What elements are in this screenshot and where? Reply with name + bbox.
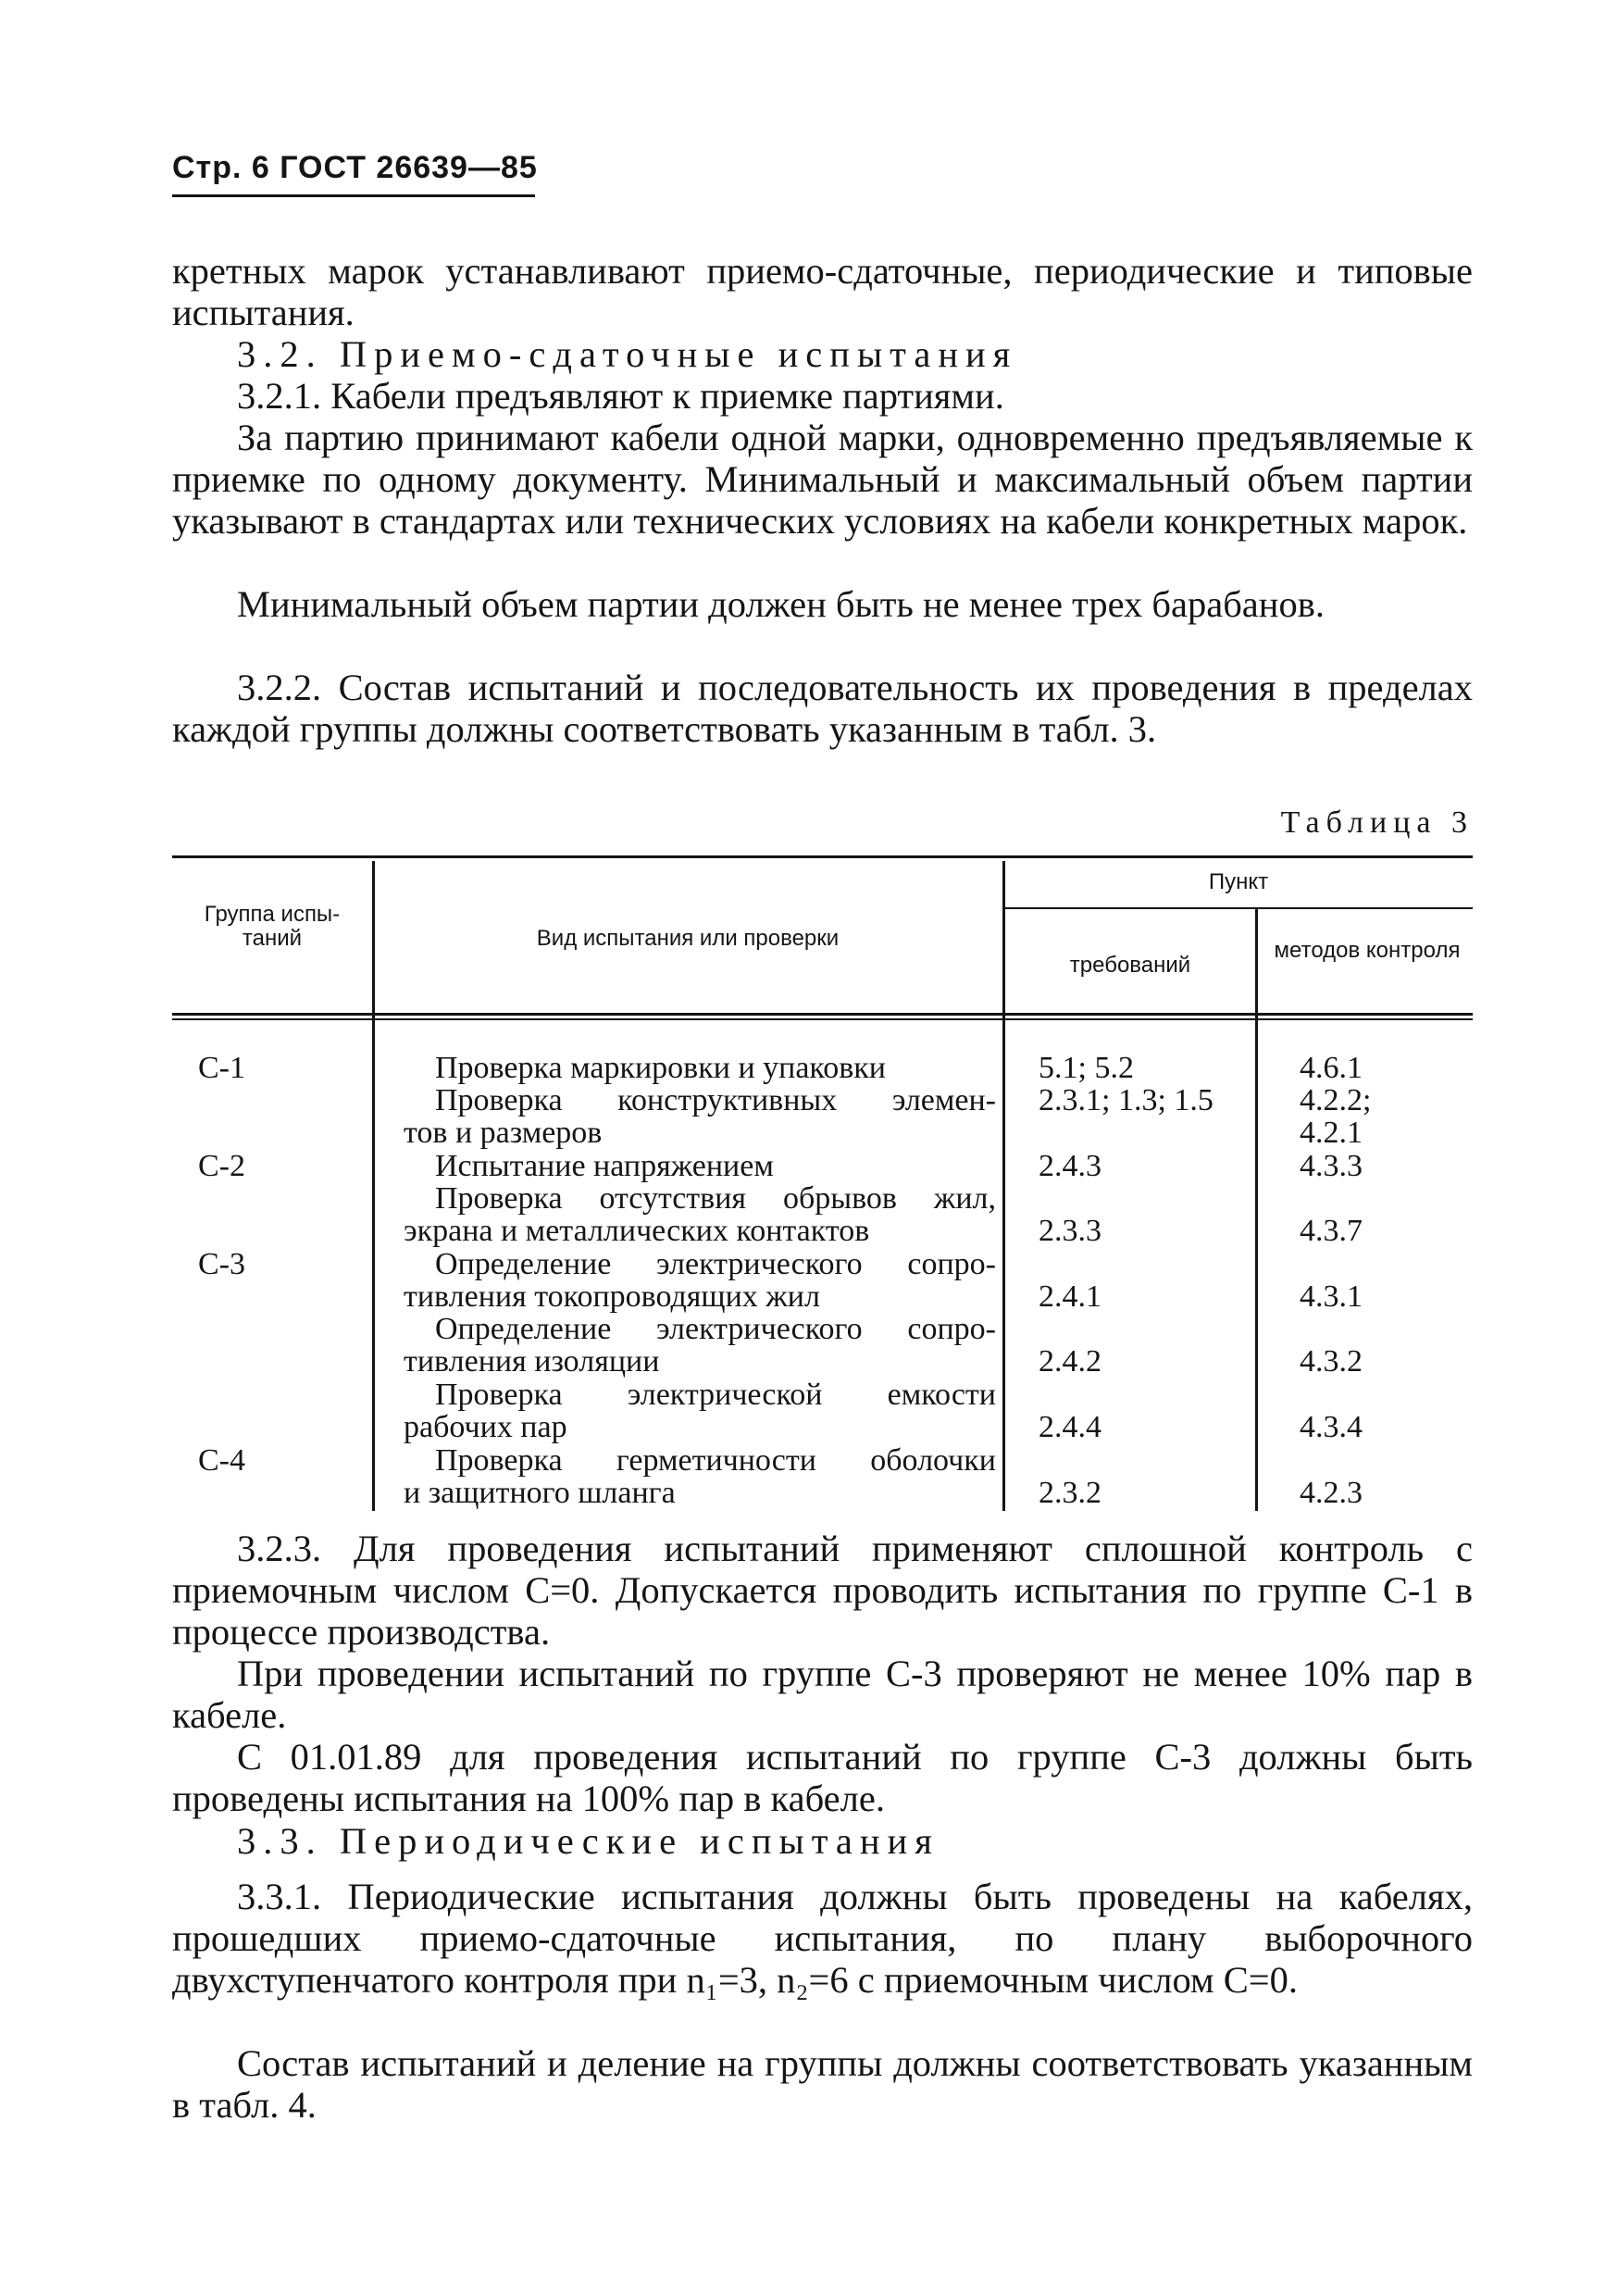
table-row-method-cont: 4.2.1 [1300,1116,1363,1150]
paragraph-3-2-1-min: Минимальный объем партии должен быть не менее трех барабанов. [237,583,1325,625]
section-heading-3-2: 3.2. Приемо-сдаточные испытания [237,333,1018,375]
table-row-method: 4.6.1 [1300,1051,1363,1085]
th-methods: методов контроля [1274,938,1461,963]
table-row-req: 2.4.4 [1039,1410,1101,1444]
table-row-req: 2.4.3 [1039,1149,1101,1183]
page-header: Стр. 6 ГОСТ 26639—85 [172,150,538,185]
paragraph-3-2-1: 3.2.1. Кабели предъявляют к приемке партиями. [237,375,1004,417]
th-requirements: требований [1069,953,1191,978]
table-row-kind-cont: тивления токопроводящих жил [404,1279,820,1314]
table-row-kind-cont: тов и размеров [404,1116,603,1150]
table-row-method: 4.3.7 [1300,1214,1363,1248]
table-row-kind: Испытание напряжением [435,1149,774,1183]
th-group: Группа испы-таний [204,902,341,951]
table-row-req: 5.1; 5.2 [1039,1051,1134,1085]
group-label: С-3 [198,1247,245,1281]
paragraph-intro: кретных марок устанавливают приемо-сдаточные, периодические и типовые испытания. [172,250,1473,333]
table-top-rule [172,855,1473,858]
table-row-kind-cont: рабочих пар [404,1410,567,1444]
table-col-divider-2 [1002,861,1005,1511]
table-row-req: 2.4.2 [1039,1344,1101,1379]
table-caption: Таблица 3 [1280,805,1474,840]
table-row-kind: Определение электрического сопро- [435,1247,996,1281]
table-row-kind: Определение электрического сопро- [435,1312,996,1346]
table-row-req: 2.3.2 [1039,1476,1101,1510]
group-label: С-4 [198,1443,245,1478]
group-label: С-1 [198,1051,245,1085]
table-row-kind-cont: и защитного шланга [404,1476,676,1510]
th-punkt: Пункт [1208,869,1269,894]
table-row-req: 2.3.3 [1039,1214,1101,1248]
table-row-kind: Проверка маркировки и упаковки [435,1051,886,1085]
paragraph-3-2-1-lot: За партию принимают кабели одной марки, одновременно предъявляемые к приемке по одному документу. Минимальный и максимальный объем партии указывают в стандартах или технических условиях на кабели конкретных марок. [172,417,1473,542]
table-row-kind-cont: тивления изоляции [404,1344,660,1379]
table-header-rule-2 [172,1018,1473,1020]
table-col-divider-3 [1255,909,1258,1511]
paragraph-3-3-1-groups: Состав испытаний и деление на группы должны соответствовать указанным в табл. 4. [172,2042,1473,2126]
table-row-kind: Проверка отсутствия обрывов жил, [435,1181,996,1216]
paragraph-3-2-3-date: С 01.01.89 для проведения испытаний по группе C-3 должны быть проведены испытания на 100% пар в кабеле. [172,1736,1473,1819]
table-col-divider-1 [372,861,375,1511]
table-row-method: 4.3.2 [1300,1344,1363,1379]
th-kind: Вид испытания или проверки [536,926,840,951]
paragraph-3-2-2: 3.2.2. Состав испытаний и последовательность их проведения в пределах каждой группы должны соответствовать указанным в табл. 3. [172,667,1473,750]
table-row-method: 4.2.3 [1300,1476,1363,1510]
paragraph-3-3-1: 3.3.1. Периодические испытания должны быть проведены на кабелях, прошедших приемо-сдаточные испытания, по плану выборочного двухступенчатого контроля при n₁=3, n₂=6 с приемочным числом C=0. [172,1876,1473,2001]
header-rule [172,194,535,197]
paragraph-3-2-3: 3.2.3. Для проведения испытаний применяют сплошной контроль с приемочным числом C=0. Допускается проводить испытания по группе C-1 в процессе производства. [172,1528,1473,1653]
table-punkt-rule [1005,907,1473,909]
table-row-method: 4.2.2; [1300,1083,1372,1117]
table-row-method: 4.3.1 [1300,1279,1363,1314]
table-row-method: 4.3.3 [1300,1149,1363,1183]
table-row-req: 2.4.1 [1039,1279,1101,1314]
table-row-kind: Проверка герметичности оболочки [435,1443,996,1478]
table-header-rule [172,1013,1473,1016]
table-row-kind: Проверка конструктивных элемен- [435,1083,996,1117]
table-row-kind: Проверка электрической емкости [435,1378,996,1412]
table-row-kind-cont: экрана и металлических контактов [404,1214,870,1248]
paragraph-3-2-3-sample: При проведении испытаний по группе C-3 проверяют не менее 10% пар в кабеле. [172,1653,1473,1736]
section-heading-3-3: 3.3. Периодические испытания [237,1820,940,1862]
group-label: С-2 [198,1149,245,1183]
table-row-method: 4.3.4 [1300,1410,1363,1444]
table-row-req: 2.3.1; 1.3; 1.5 [1039,1083,1214,1117]
